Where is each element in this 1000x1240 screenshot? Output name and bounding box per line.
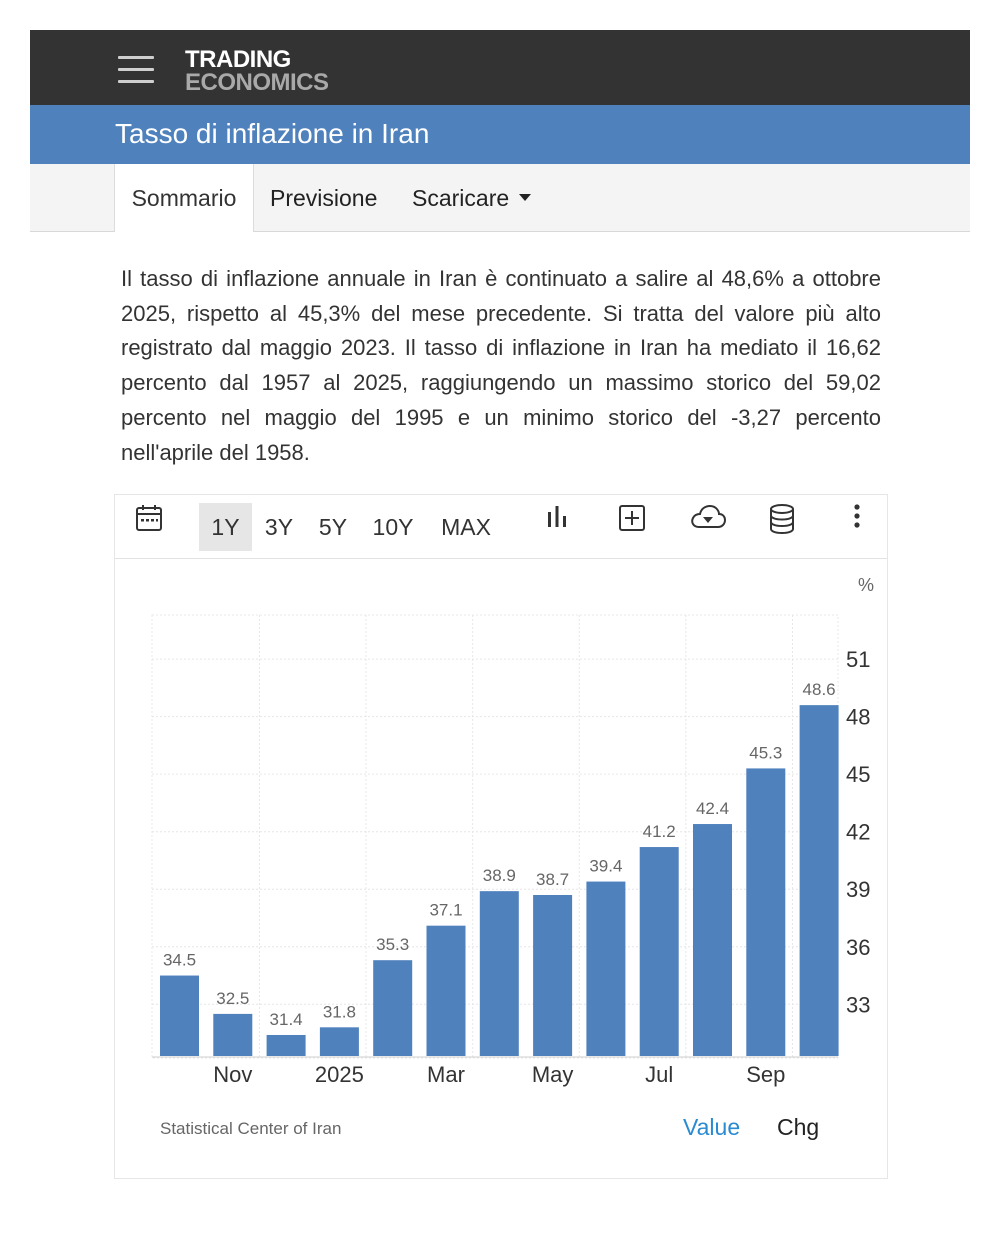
logo-line-1: TRADING (185, 46, 291, 73)
bar-value-label: 38.7 (536, 869, 570, 889)
database-icon[interactable] (760, 503, 804, 551)
bar (586, 882, 625, 1056)
bar-value-label: 38.9 (482, 866, 516, 886)
y-tick-label: 45 (846, 762, 871, 788)
bar-value-label: 32.5 (216, 988, 250, 1008)
tab-bar (30, 164, 970, 232)
y-tick-label: 39 (846, 877, 871, 903)
range-3y-button[interactable] (256, 503, 302, 551)
title-bar (30, 105, 970, 164)
y-tick-label: 33 (846, 992, 871, 1018)
range-10y-button[interactable] (363, 503, 423, 551)
bar-value-label: 42.4 (695, 799, 730, 819)
inflation-bar-chart (115, 559, 887, 1119)
x-tick-label: Nov (213, 1062, 253, 1087)
site-logo[interactable] (185, 48, 329, 94)
top-navbar (30, 30, 970, 105)
bar (800, 705, 839, 1056)
range-5y-label: 5Y (318, 514, 348, 540)
bar-value-label: 37.1 (429, 900, 463, 920)
x-tick-label: 2025 (314, 1062, 364, 1087)
bar-value-label: 31.8 (322, 1002, 356, 1022)
bar-value-label: 34.5 (162, 950, 197, 970)
bar (373, 960, 412, 1056)
range-1y-button[interactable] (199, 503, 252, 551)
bar (160, 976, 199, 1056)
range-max-label: MAX (441, 514, 491, 540)
y-tick-label: 36 (846, 934, 871, 960)
bar-value-label: 45.3 (749, 743, 783, 763)
bar-value-label: 31.4 (269, 1009, 303, 1029)
summary-paragraph: Il tasso di inflazione annuale in Iran è continuato a salire al 48,6% a ottobre 2025, rispetto al 45,3% del mese precedente. Si tratta del valore più alto registrato dal maggio 2023. Il tasso di inflazione in Iran ha mediato il 16,62 percento dal 1957 al 2025, raggiungendo un massimo storico del 59,02 percento nel maggio del 1995 e un minimo storico del -3,27 percento nell'aprile del 1958. (121, 266, 881, 465)
bar-value-label: 48.6 (802, 680, 836, 700)
bar (640, 847, 679, 1056)
hamburger-menu-icon[interactable] (118, 56, 154, 86)
chevron-down-icon (519, 194, 531, 201)
add-box-icon[interactable] (610, 503, 654, 551)
range-3y-label: 3Y (264, 514, 294, 540)
tab-sommario-label: Sommario (131, 185, 237, 211)
range-max-button[interactable] (433, 503, 499, 551)
bar-chart-icon[interactable] (535, 503, 579, 551)
chart-widget (114, 494, 888, 1179)
y-unit-label: % (858, 575, 875, 595)
bar-value-label: 41.2 (642, 822, 676, 842)
cloud-download-icon[interactable] (683, 503, 733, 551)
tab-previsione-label: Previsione (270, 185, 378, 211)
x-tick-label: Mar (427, 1062, 465, 1087)
more-vert-icon[interactable] (837, 503, 877, 551)
x-tick-label: May (531, 1062, 574, 1087)
bar (427, 926, 466, 1056)
x-tick-label: Jul (645, 1062, 674, 1087)
legend-chg-toggle[interactable]: Chg (777, 1114, 820, 1140)
y-tick-label: 48 (846, 704, 871, 730)
bar (213, 1014, 252, 1056)
x-tick-label: Sep (746, 1062, 786, 1087)
bar (480, 891, 519, 1056)
bar (267, 1035, 306, 1056)
chart-toolbar (115, 495, 887, 559)
bar (533, 895, 572, 1056)
bar-value-label: 35.3 (376, 935, 410, 955)
range-1y-label: 1Y (211, 514, 240, 540)
bar (693, 824, 732, 1056)
page-title: Tasso di inflazione in Iran (115, 118, 430, 149)
tab-scaricare-label: Scaricare (412, 185, 510, 211)
chart-area (115, 559, 887, 1119)
range-5y-button[interactable] (310, 503, 356, 551)
legend-value-toggle[interactable]: Value (683, 1114, 741, 1140)
range-10y-label: 10Y (372, 514, 414, 540)
y-tick-label: 51 (846, 647, 871, 673)
bar (746, 768, 785, 1056)
calendar-icon[interactable] (127, 503, 171, 551)
bar (320, 1027, 359, 1056)
bar-value-label: 39.4 (589, 856, 623, 876)
logo-line-2: ECONOMICS (185, 69, 329, 96)
tab-sommario[interactable] (114, 164, 254, 232)
chart-source: Statistical Center of Iran (160, 1119, 342, 1138)
tab-previsione[interactable] (270, 164, 377, 232)
tab-scaricare[interactable] (412, 164, 531, 232)
y-tick-label: 42 (846, 819, 871, 845)
